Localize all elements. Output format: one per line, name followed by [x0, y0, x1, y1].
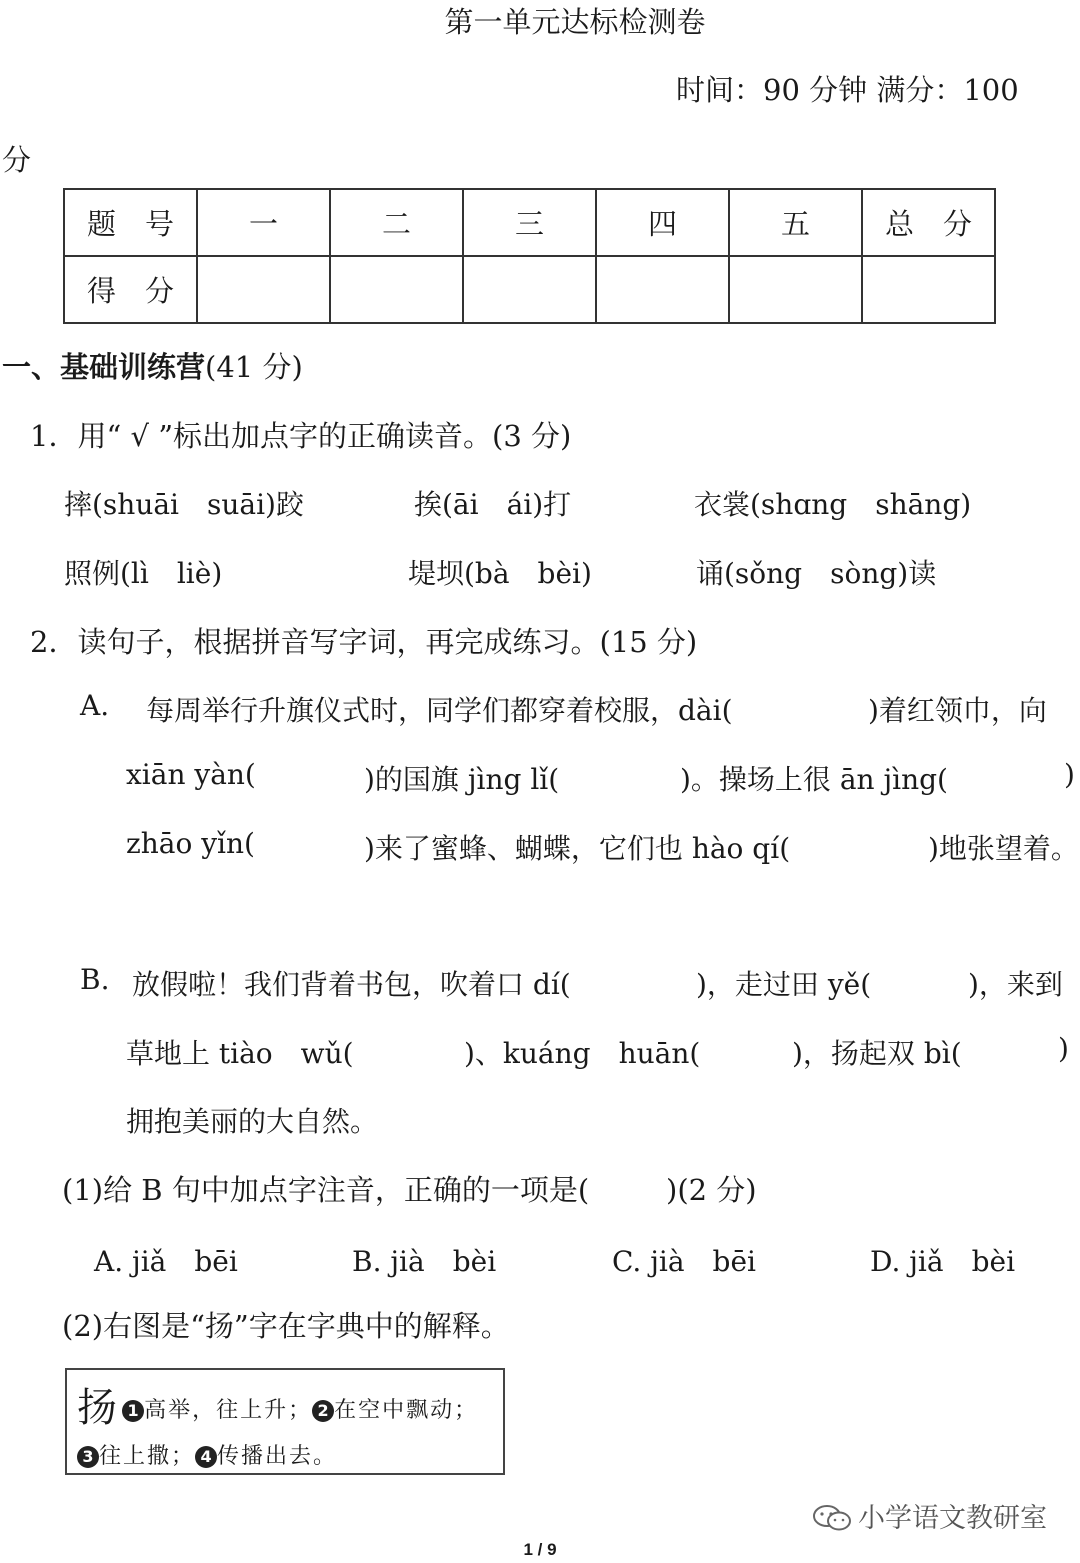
subquestion-1: (1)给 B 句中加点字注音，正确的一项是(	[62, 1173, 590, 1207]
passage-b-line: )	[1058, 1032, 1069, 1065]
section-heading	[2, 345, 303, 386]
pinyin-choice-item: 堤坝(bà bèi)	[408, 557, 592, 590]
pinyin-choice-item: 挨(āi ái)打	[414, 488, 572, 521]
passage-a-line: )地张望着。	[928, 832, 1079, 865]
exam-meta: 时间：90 分钟 满分：100	[676, 73, 1019, 107]
definition-text: 传播出去。	[217, 1444, 338, 1469]
score-cell	[463, 256, 596, 323]
passage-a-line: zhāo yǐn(	[126, 827, 255, 860]
pinyin-choice-item: 诵(sǒng sòng)读	[696, 557, 937, 590]
score-cell	[330, 256, 463, 323]
option-c: C. jià bēi	[612, 1245, 757, 1278]
option-a: A. jiǎ bēi	[94, 1245, 238, 1278]
page-title: 第一单元达标检测卷	[444, 5, 706, 39]
pinyin-choice-item: 摔(shuāi suāi)跤	[64, 488, 304, 521]
passage-b-line: )，来到	[968, 968, 1063, 1001]
passage-b-line: 放假啦！我们背着书包，吹着口 dí(	[132, 968, 571, 1001]
definition-number-badge: 4	[195, 1446, 217, 1468]
option-b: B. jià bèi	[352, 1245, 497, 1278]
passage-b-line: 拥抱美丽的大自然。	[126, 1105, 379, 1138]
question-2-prompt: 2．读句子，根据拼音写字词，再完成练习。(15 分)	[30, 625, 698, 659]
definition-number-badge: 1	[122, 1400, 144, 1422]
score-header-cell: 总 分	[862, 189, 995, 256]
passage-b-line: 草地上 tiào wǔ(	[126, 1037, 354, 1070]
dictionary-entry-box	[65, 1368, 505, 1475]
score-header-cell: 题 号	[64, 189, 197, 256]
option-d: D. jiǎ bèi	[870, 1245, 1016, 1278]
pinyin-choice-item: 衣裳(shɑng shāng)	[694, 488, 972, 521]
subquestion-1-score: )(2 分)	[666, 1173, 757, 1207]
score-header-cell: 四	[596, 189, 729, 256]
section-title: 一、基础训练营	[2, 350, 206, 384]
score-header-cell: 三	[463, 189, 596, 256]
subquestion-2: (2)右图是“扬”字在字典中的解释。	[62, 1309, 510, 1343]
score-cell	[197, 256, 330, 323]
page-number: 1 / 9	[523, 1540, 557, 1559]
passage-b-line: )、kuáng huān(	[464, 1037, 701, 1070]
passage-b-line: )，走过田 yě(	[696, 968, 872, 1001]
score-header-cell: 二	[330, 189, 463, 256]
definition-number-badge: 2	[312, 1400, 334, 1422]
passage-a-line: )着红领巾，向	[868, 694, 1047, 727]
passage-a-line: )来了蜜蜂、蝴蝶，它们也 hào qí(	[364, 832, 791, 865]
score-table-score-row	[64, 256, 995, 323]
passage-a-line: 每周举行升旗仪式时，同学们都穿着校服，dài(	[146, 694, 733, 727]
passage-a-label: A.	[80, 689, 110, 722]
dictionary-character: 扬	[77, 1385, 117, 1431]
score-header-cell: 五	[729, 189, 862, 256]
passage-a-line: )。操场上很 ān jìng(	[680, 763, 948, 796]
definition-number-badge: 3	[77, 1446, 99, 1468]
score-table	[63, 188, 996, 324]
section-score: (41 分)	[205, 350, 303, 384]
passage-b-line: )，扬起双 bì(	[792, 1037, 962, 1070]
passage-a-line: xiān yàn(	[126, 758, 256, 791]
pinyin-choice-item: 照例(lì liè)	[64, 557, 223, 590]
score-cell	[729, 256, 862, 323]
score-header-cell: 一	[197, 189, 330, 256]
question-1-prompt: 1．用“ √ ”标出加点字的正确读音。(3 分)	[30, 419, 572, 453]
watermark-text: 小学语文教研室	[858, 1503, 1047, 1534]
score-table-header-row	[64, 189, 995, 256]
wechat-icon	[812, 1503, 852, 1533]
definition-text: 高举，往上升；	[144, 1398, 313, 1423]
exam-meta-wrap: 分	[2, 143, 32, 177]
score-cell	[862, 256, 995, 323]
definition-text: 往上撒；	[99, 1444, 196, 1469]
passage-a-line: )的国旗 jìng lǐ(	[364, 763, 560, 796]
passage-a-line: )	[1064, 758, 1075, 791]
score-cell	[596, 256, 729, 323]
passage-b-label: B.	[80, 963, 110, 996]
score-row-label: 得 分	[64, 256, 197, 323]
definition-text: 在空中飘动；	[334, 1398, 479, 1423]
watermark	[812, 1496, 1047, 1535]
